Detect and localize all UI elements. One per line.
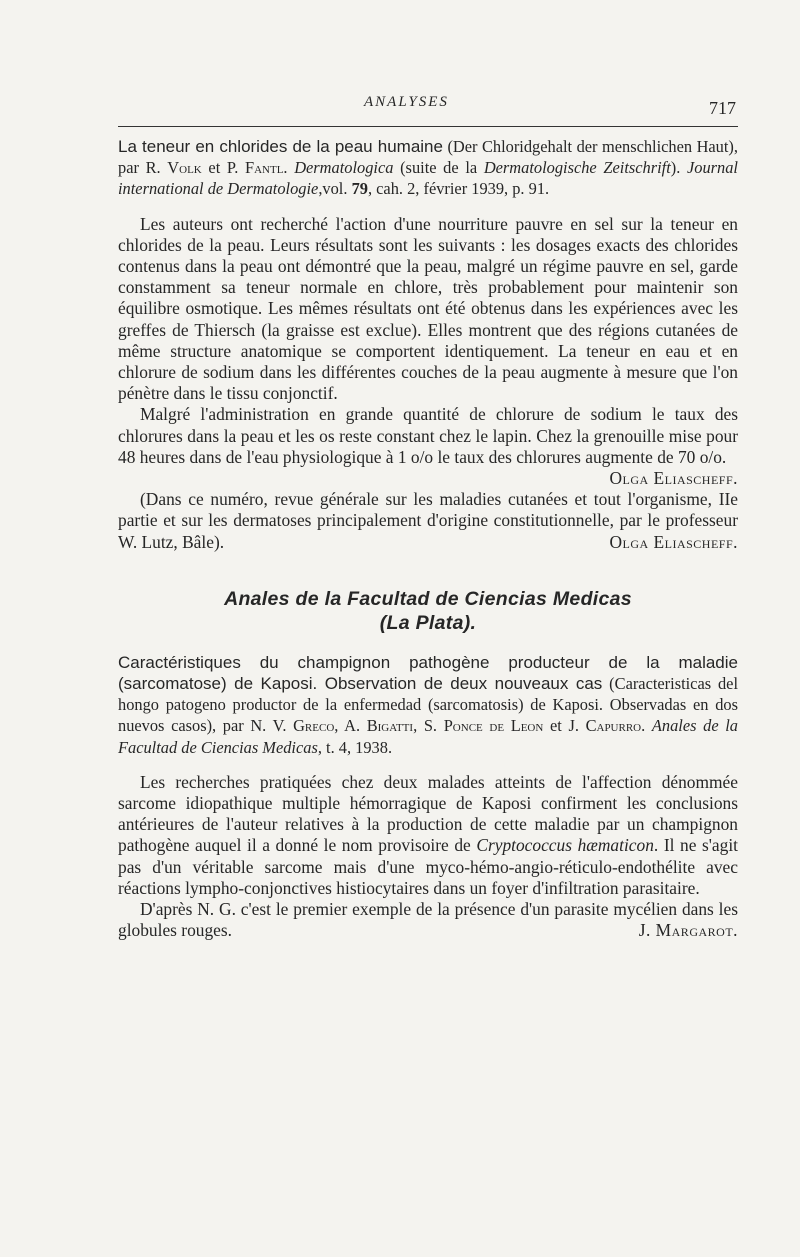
ref-text: (Caracteristicas del hongo patogeno productor de la enfermedad (sarcomatosis) de Kaposi. Observadas en dos nuevos casos), par N. V. (118, 674, 738, 736)
paragraph-text: D'après N. G. c'est le premier exemple de la présence d'un parasite mycélien dans les globules rouges. (118, 899, 738, 941)
author-name: Capurro (585, 716, 642, 736)
ref-text: (suite de la (393, 158, 484, 178)
author-name: Bigatti (366, 716, 414, 736)
ref-text: et J. (543, 716, 586, 736)
ref-text: , t. 4, 1938. (317, 737, 393, 757)
journal-name: Dermatologische Zeitschrift (483, 158, 671, 178)
journal-heading-line: Anales de la Facultad de Ciencias Medicas (224, 587, 632, 610)
signature: Olga Eliascheff. (609, 468, 738, 489)
running-head: ANALYSES (364, 94, 449, 110)
author-name: Fantl (244, 158, 284, 178)
paragraph-text: . Il ne s'agit pas d'un véritable sarcome mais d'une myco-hémo-angio-réticulo-endothélite avec réactions lympho-conjonctives histiocytaires dans un foyer d'infiltration parasitaire. (118, 835, 739, 898)
ref-text: . (283, 158, 295, 178)
species-name: Cryptococcus hæmaticon (476, 835, 654, 856)
article1-paragraph (118, 404, 738, 489)
article2-title: Caractéristiques du champignon pathogène producteur de la maladie (sarcomatose) de Kaposi. Observation de deux nouveaux cas (118, 652, 738, 694)
page-header (118, 92, 738, 126)
article2-paragraph (118, 772, 738, 899)
page-number: 717 (709, 98, 736, 118)
journal-heading-line: (La Plata). (379, 611, 477, 634)
paragraph-text: (Dans ce numéro, revue générale sur les maladies cutanées et tout l'organisme, IIe partie et sur les dermatoses principalement d'origine constitutionnelle, par le professeur W. Lutz, Bâle). (118, 489, 738, 552)
ref-text: (Der Chloridgehalt der menschlichen Haut), par R. (118, 137, 738, 178)
page (118, 92, 738, 942)
journal-name: Dermatologica (294, 158, 394, 178)
page-body (118, 136, 738, 942)
signature: Olga Eliascheff. (609, 531, 738, 552)
author-name: Volk (167, 158, 202, 178)
volume-number: 79 (351, 179, 368, 199)
journal-name: Journal international de Dermatologie (118, 158, 738, 199)
ref-text: ). (670, 158, 687, 178)
article1-title: La teneur en chlorides de la peau humaine (118, 137, 443, 156)
paragraph-text: Malgré l'administration en grande quantité de chlorure de sodium le taux des chlorures dans la peau et les os reste constant chez le lapin. Chez la grenouille mise pour 48 heures dans de l'eau physiologique à 1 o/o le taux des chlorures augmente de 70 o/o. (118, 404, 738, 467)
header-rule (118, 126, 738, 127)
note-paragraph (118, 489, 738, 553)
article2-reference (118, 652, 738, 758)
ref-text: . (641, 716, 652, 736)
ref-text: ,vol. (318, 179, 352, 199)
article1-paragraph: Les auteurs ont recherché l'action d'une nourriture pauvre en sel sur la teneur en chlorides de la peau. Leurs résultats sont les suivants : les dosages exacts des chlorides contenus dans la peau ont démontré que la peau, malgré un régime pauvre en sel, garde constamment sa teneur normale en chlore, très probablement pour maintenir son équilibre osmotique. Les mêmes résultats ont été obtenus dans les expériences avec les greffes de Thiersch (la graisse est exclue). Elles montrent que des régions cutanées de même structure anatomique se comportent identiquement. La teneur en eau et en chlorure de sodium dans les différentes couches de la peau augmente à mesure que l'on pénètre dans le tissu conjonctif. (118, 213, 738, 404)
ref-text: , S. (413, 716, 444, 736)
signature: J. Margarot. (638, 920, 738, 941)
journal-name: Anales de la Facultad de Ciencias Medicas (118, 716, 738, 757)
ref-text: et P. (201, 158, 245, 178)
paragraph-text: Les recherches pratiquées chez deux malades atteints de l'affection dénommée sarcome idiopathique multiple hémorragique de Kaposi confirment les conclusions antérieures de l'auteur relatives à la production de cette maladie par un champignon pathogène auquel il a donné le nom provisoire de (118, 771, 738, 856)
ref-text: , cah. 2, février 1939, p. 91. (367, 179, 550, 199)
journal-heading (118, 587, 738, 635)
author-name: Ponce de Leon (443, 716, 544, 736)
author-name: Greco (293, 716, 335, 736)
article2-paragraph (118, 899, 738, 941)
ref-text: , A. (334, 716, 367, 736)
article1-reference (118, 136, 738, 200)
